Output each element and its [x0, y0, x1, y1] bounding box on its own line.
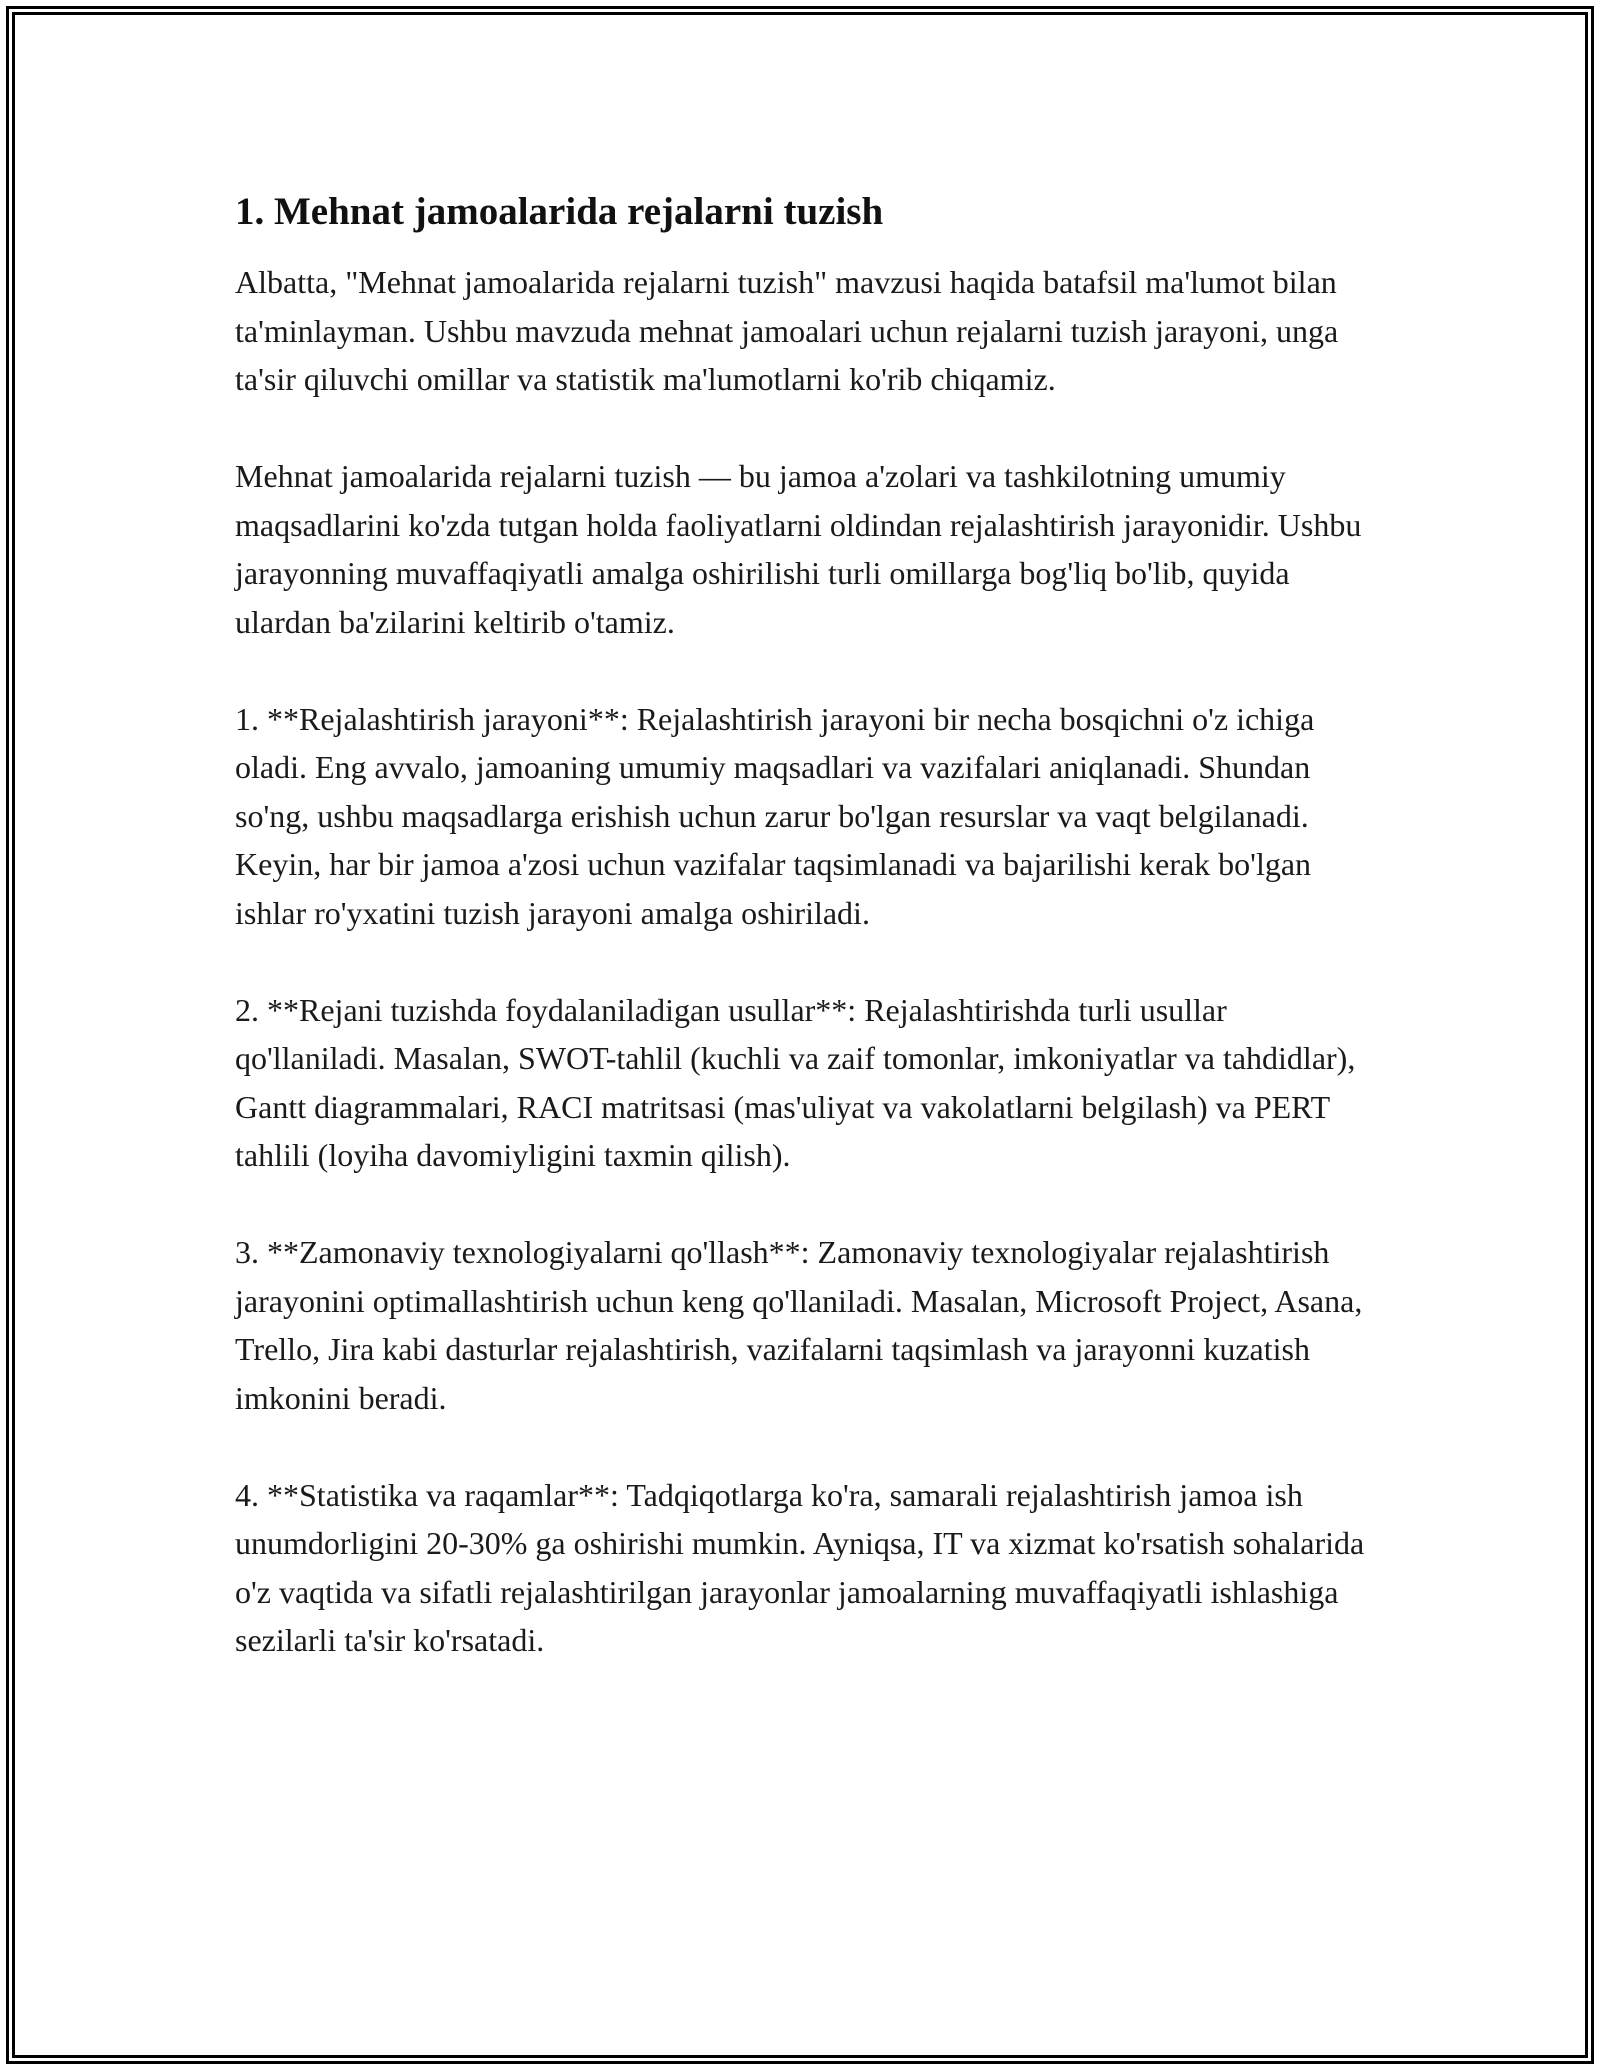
- document-title: 1. Mehnat jamoalarida rejalarni tuzish: [235, 190, 884, 233]
- document-body: [235, 186, 1370, 1713]
- paragraph-item-2: 2. **Rejani tuzishda foydalaniladigan usullar**: Rejalashtirishda turli usullar qo'llaniladi. Masalan, SWOT-tahlil (kuchli va zaif tomonlar, imkoniyatlar va tahdidlar), Gantt diagrammalari, RACI matritsasi (mas'uliyat va vakolatlarni belgilash) va PERT tahlili (loyiha davomiyligini taxmin qilish).: [235, 991, 1356, 1173]
- paragraph-item-4: 4. **Statistika va raqamlar**: Tadqiqotlarga ko'ra, samarali rejalashtirish jamoa ish unumdorligini 20-30% ga oshirishi mumkin. Ayniqsa, IT va xizmat ko'rsatish sohalarida o'z vaqtida va sifatli rejalashtirilgan jarayonlar jamoalarning muvaffaqiyatli ishlashiga sezilarli ta'sir ko'rsatadi.: [235, 1476, 1365, 1658]
- paragraph-intro: Albatta, "Mehnat jamoalarida rejalarni tuzish" mavzusi haqida batafsil ma'lumot bilan ta'minlayman. Ushbu mavzuda mehnat jamoalari uchun rejalarni tuzish jarayoni, unga ta'sir qiluvchi omillar va statistik ma'lumotlarni ko'rib chiqamiz.: [235, 264, 1339, 397]
- paragraph-definition: Mehnat jamoalarida rejalarni tuzish — bu jamoa a'zolari va tashkilotning umumiy maqsadlarini ko'zda tutgan holda faoliyatlarni oldindan rejalashtirish jarayonidir. Ushbu jarayonning muvaffaqiyatli amalga oshirilishi turli omillarga bog'liq bo'lib, quyida ulardan ba'zilarini keltirib o'tamiz.: [235, 458, 1362, 640]
- paragraph-item-1: 1. **Rejalashtirish jarayoni**: Rejalashtirish jarayoni bir necha bosqichni o'z ichiga oladi. Eng avvalo, jamoaning umumiy maqsadlari va vazifalari aniqlanadi. Shundan so'ng, ushbu maqsadlarga erishish uchun zarur bo'lgan resurslar va vaqt belgilanadi. Keyin, har bir jamoa a'zosi uchun vazifalar taqsimlanadi va bajarilishi kerak bo'lgan ishlar ro'yxatini tuzish jarayoni amalga oshiriladi.: [235, 700, 1315, 931]
- paragraph-item-3: 3. **Zamonaviy texnologiyalarni qo'llash**: Zamonaviy texnologiyalar rejalashtirish jarayonini optimallashtirish uchun keng qo'llaniladi. Masalan, Microsoft Project, Asana, Trello, Jira kabi dasturlar rejalashtirish, vazifalarni taqsimlash va jarayonni kuzatish imkonini beradi.: [235, 1234, 1363, 1416]
